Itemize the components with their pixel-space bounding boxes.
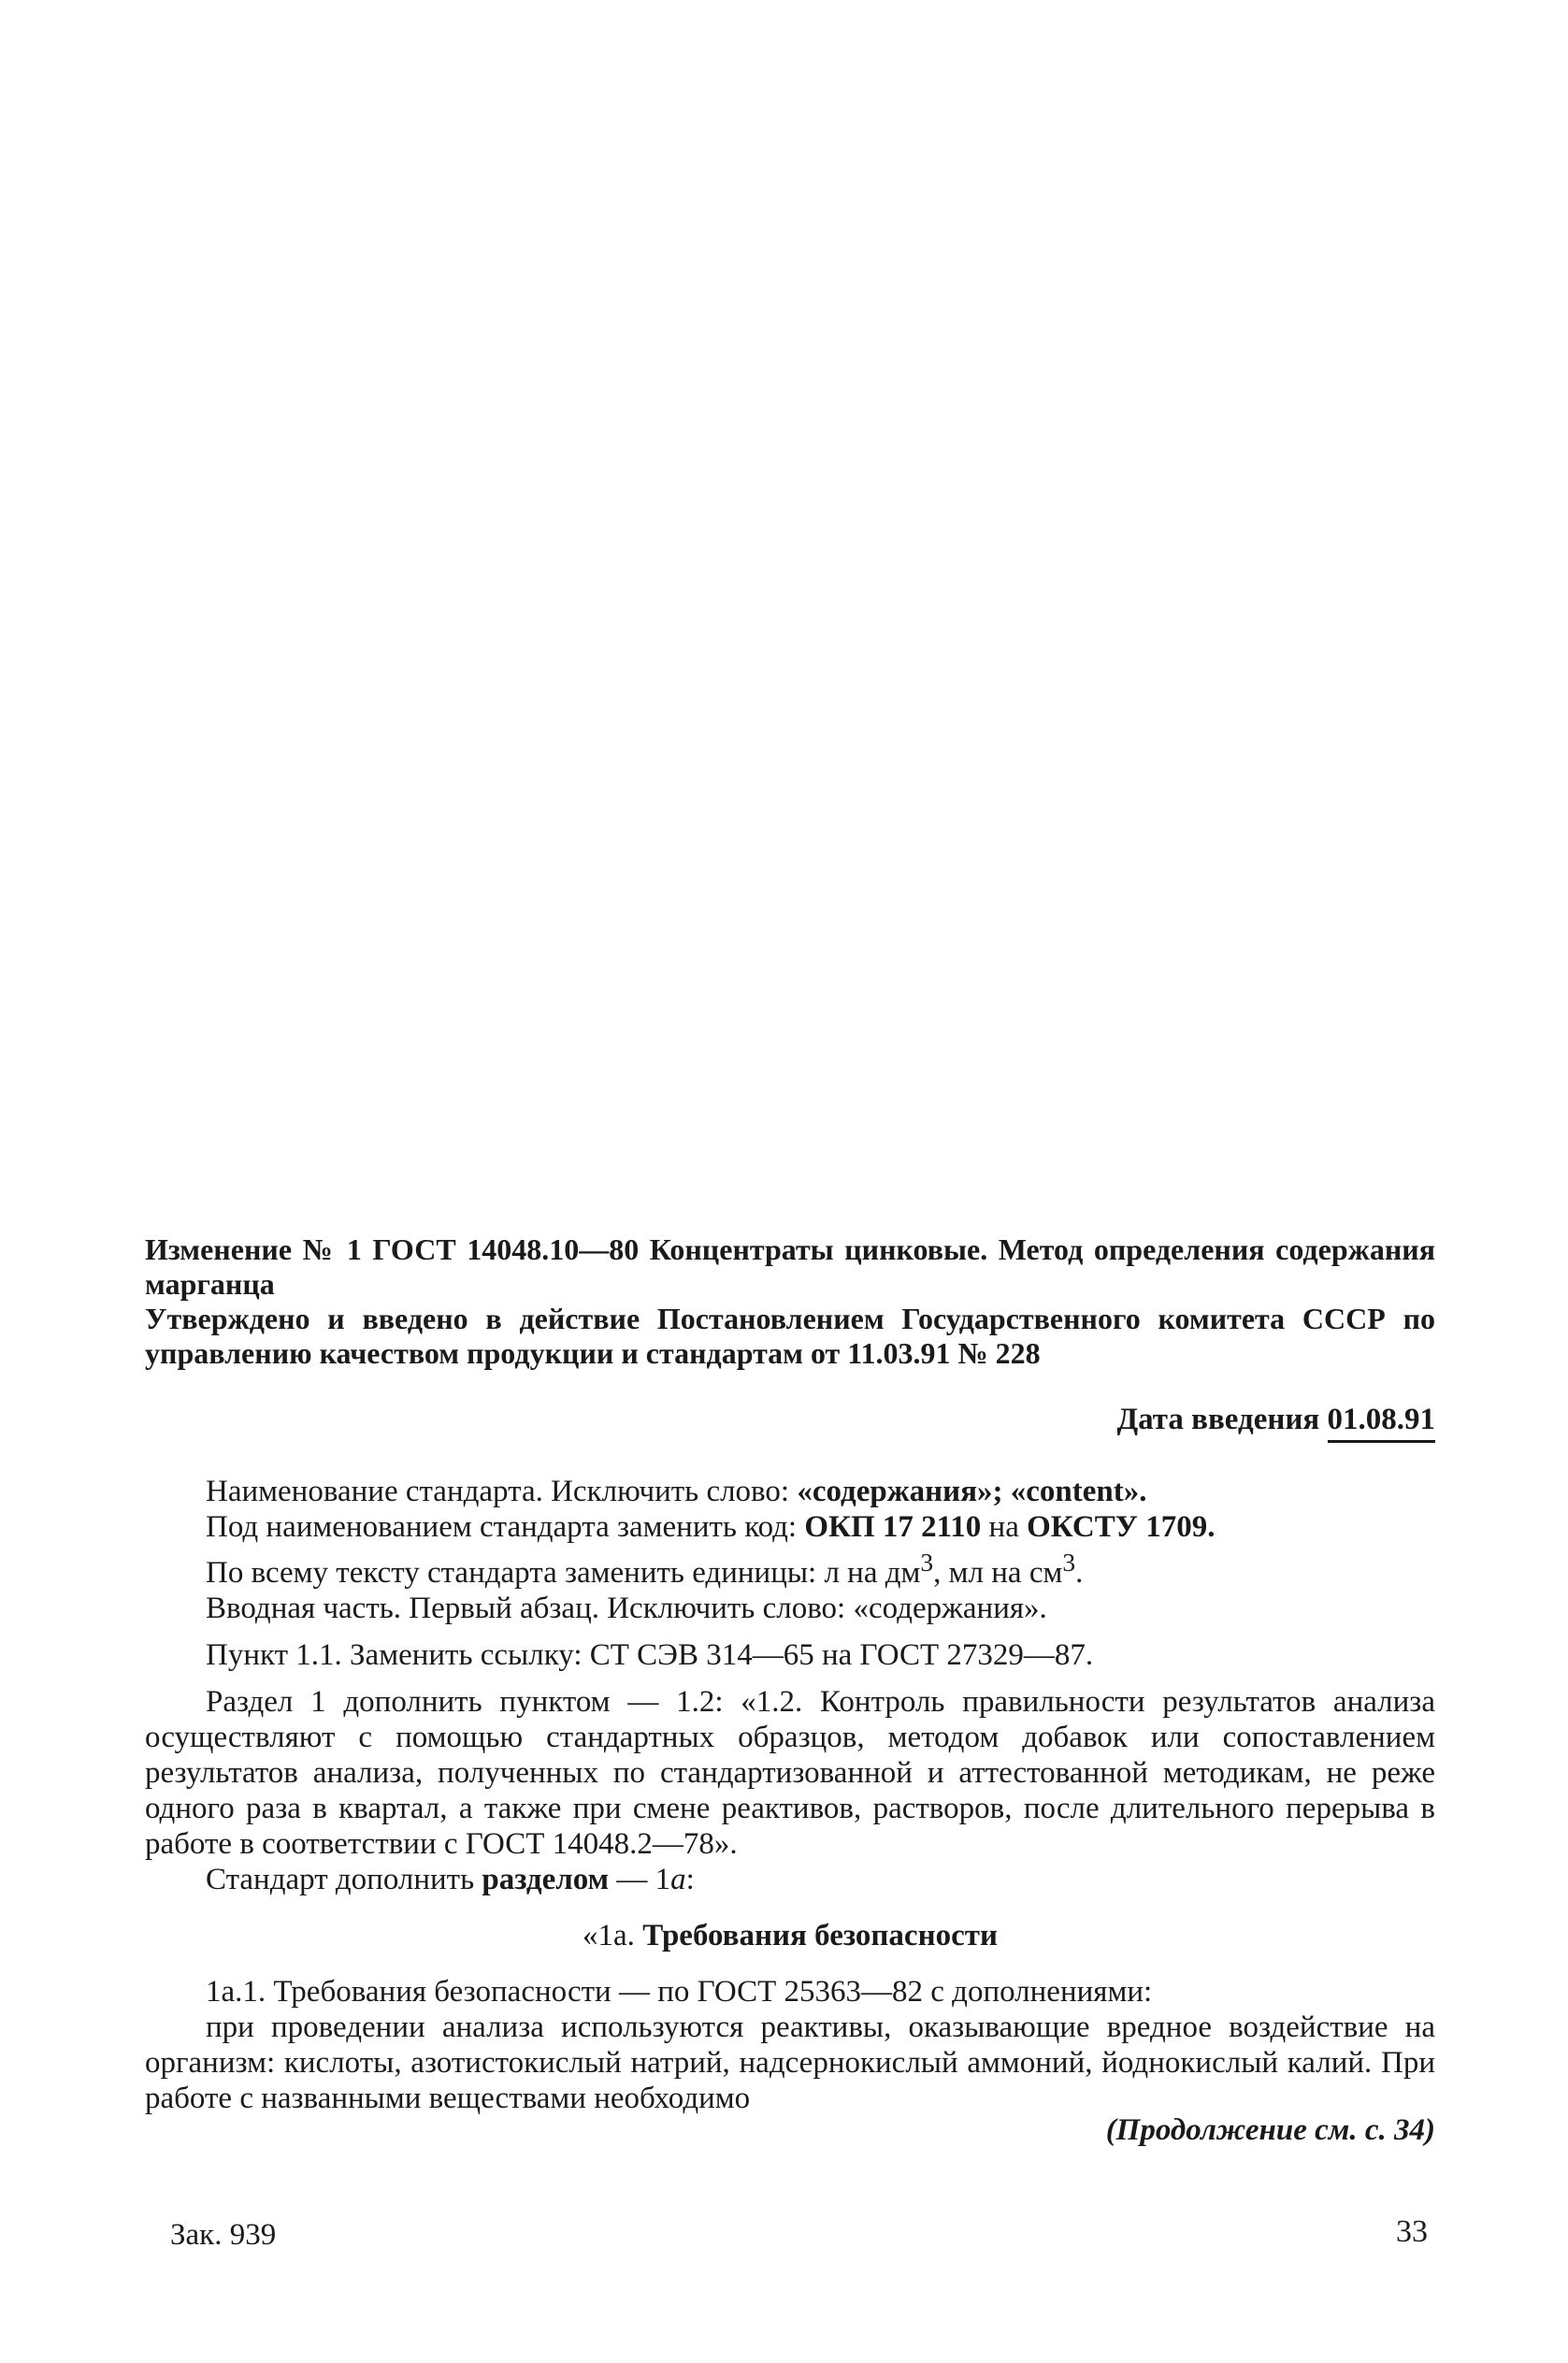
paragraph-text: Наименование стандарта. Исключить слово:: [206, 1475, 798, 1508]
paragraph-text: .: [1075, 1556, 1084, 1590]
section-heading-title: Требования безопасности: [642, 1919, 998, 1952]
paragraph-safety-1: 1а.1. Требования безопасности — по ГОСТ 25363—82 с дополнениями:: [206, 1975, 1153, 2009]
paragraph-text: :: [685, 1863, 695, 1896]
document-body: [145, 1474, 1435, 2116]
paragraph-bold-text: «содержания»; «content».: [797, 1475, 1147, 1508]
amendment-title: Изменение № 1 ГОСТ 14048.10—80 Концентраты цинковые. Метод определения содержания марганца: [145, 1232, 1435, 1301]
paragraph-safety-2: при проведении анализа используются реактивы, оказывающие вредное воздействие на организм: кислоты, азотистокислый натрий, надсернокислый аммоний, йоднокислый калий. При работе с названными веществами необходимо: [145, 2010, 1435, 2115]
section-heading: [145, 1918, 1435, 1953]
continuation-note: (Продолжение см. с. 34): [1105, 2113, 1435, 2147]
paragraph-text: на: [981, 1510, 1028, 1544]
page-number: 33: [1396, 2214, 1428, 2249]
paragraph-text: , мл на см: [933, 1556, 1063, 1590]
section-heading-prefix: «1а.: [583, 1919, 643, 1952]
order-number: Зак. 939: [170, 2218, 277, 2252]
paragraph-text: По всему тексту стандарта заменить единицы: л на дм: [206, 1556, 921, 1590]
superscript: 3: [1062, 1548, 1076, 1577]
paragraph-text: Стандарт дополнить: [206, 1863, 482, 1896]
paragraph-section-1: Раздел 1 дополнить пунктом — 1.2: «1.2. Контроль правильности результатов анализа осуществляют с помощью стандартных образцов, методом добавок или сопоставлением результатов анализа, полученных по стандартизованной и аттестованной методикам, не реже одного раза в квартал, а также при смене реактивов, растворов, после длительного перерыва в работе в соответствии с ГОСТ 14048.2—78».: [145, 1685, 1435, 1861]
paragraph-text: Под наименованием стандарта заменить код:: [206, 1510, 805, 1544]
paragraph-italic-text: а: [670, 1863, 686, 1896]
paragraph-standard-name: [145, 1474, 1435, 1509]
paragraph-code: [145, 1509, 1435, 1545]
effective-date-label: Дата введения: [1116, 1403, 1320, 1436]
paragraph-bold-text: ОКП 17 2110: [804, 1510, 982, 1544]
paragraph-bold-text: разделом: [482, 1863, 610, 1896]
approval-statement: Утверждено и введено в действие Постановлением Государственного комитета СССР по управлению качеством продукции и стандартам от 11.03.91 № 228: [145, 1302, 1435, 1370]
paragraph-text: — 1: [609, 1863, 671, 1896]
paragraph-clause-1-1: Пункт 1.1. Заменить ссылку: СТ СЭВ 314—65 на ГОСТ 27329—87.: [206, 1638, 1094, 1672]
paragraph-add-section: [145, 1862, 1435, 1897]
paragraph-intro: Вводная часть. Первый абзац. Исключить слово: «содержания».: [206, 1592, 1047, 1625]
paragraph-bold-text: ОКСТУ 1709.: [1027, 1510, 1216, 1544]
paragraph-units: [145, 1545, 1435, 1591]
effective-date: [1116, 1401, 1435, 1438]
document-header: [145, 1232, 1435, 1371]
effective-date-value: 01.08.91: [1328, 1403, 1436, 1443]
superscript: 3: [920, 1548, 934, 1577]
